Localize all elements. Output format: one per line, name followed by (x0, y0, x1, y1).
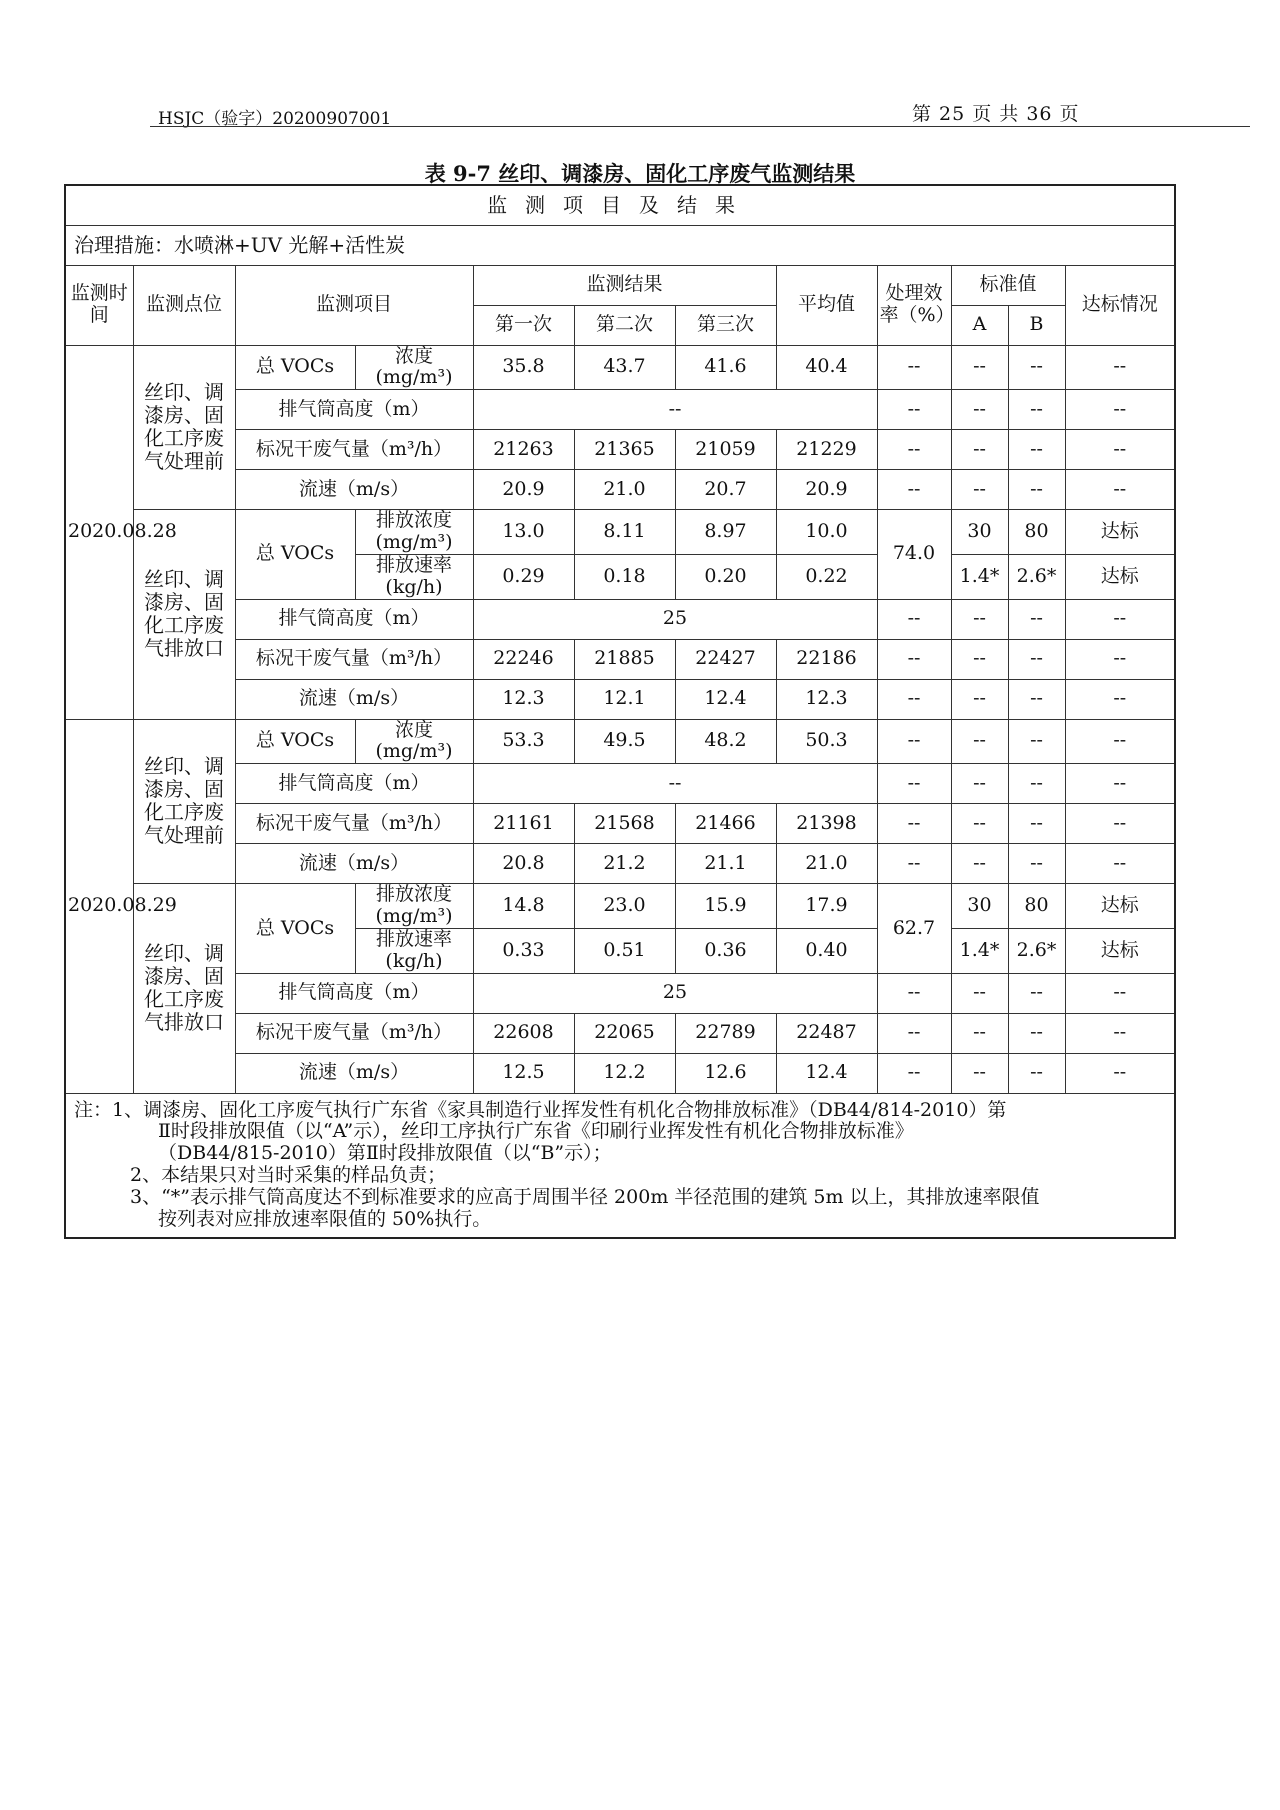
value-cell: 25 (473, 973, 877, 1013)
value-cell: -- (1008, 804, 1065, 844)
value-cell: 12.1 (574, 679, 675, 719)
value-cell: 2.6* (1008, 928, 1065, 973)
value-cell: -- (877, 599, 951, 639)
value-cell: -- (1008, 430, 1065, 470)
value-cell: 达标 (1065, 554, 1175, 599)
value-cell: -- (877, 430, 951, 470)
efficiency-cell: 62.7 (877, 884, 951, 973)
table-title: 表 9-7 丝印、调漆房、固化工序废气监测结果 (424, 161, 856, 186)
value-cell: 达标 (1065, 928, 1175, 973)
table-row (65, 719, 1175, 764)
value-cell: 8.11 (574, 510, 675, 555)
item-label: 总 VOCs (235, 510, 355, 599)
item-sublabel: 浓度(mg/m³) (355, 719, 473, 764)
treatment-measure: 治理措施：水喷淋+UV 光解+活性炭 (65, 225, 1175, 265)
value-cell: -- (1065, 844, 1175, 884)
header-first: 第一次 (473, 305, 574, 345)
value-cell: 12.2 (574, 1053, 675, 1093)
value-cell: -- (951, 719, 1008, 764)
value-cell: 0.22 (776, 554, 877, 599)
value-cell: 8.97 (675, 510, 776, 555)
value-cell: 50.3 (776, 719, 877, 764)
item-sublabel: 排放浓度(mg/m³) (355, 510, 473, 555)
item-label: 总 VOCs (235, 345, 355, 390)
value-cell: 20.9 (776, 470, 877, 510)
item-label: 流速（m/s） (235, 844, 473, 884)
item-label: 总 VOCs (235, 884, 355, 973)
value-cell: 21885 (574, 639, 675, 679)
value-cell: 21059 (675, 430, 776, 470)
value-cell: -- (1008, 844, 1065, 884)
value-cell: 12.5 (473, 1053, 574, 1093)
value-cell: 0.40 (776, 928, 877, 973)
note-line: （DB44/815-2010）第Ⅱ时段排放限值（以“B”示）； (158, 1142, 612, 1165)
note-line: 按列表对应排放速率限值的 50%执行。 (158, 1207, 492, 1230)
value-cell: -- (1065, 430, 1175, 470)
table-row (65, 345, 1175, 390)
value-cell: -- (1065, 390, 1175, 430)
value-cell: 达标 (1065, 510, 1175, 555)
header-rule (150, 126, 1250, 127)
note-line: 注：1、调漆房、固化工序废气执行广东省《家具制造行业挥发性有机化合物排放标准》（DB44/814-2010）第 (74, 1098, 1007, 1121)
value-cell: 0.18 (574, 554, 675, 599)
value-cell: 30 (951, 884, 1008, 929)
value-cell: 13.0 (473, 510, 574, 555)
item-sublabel: 排放速率(kg/h) (355, 554, 473, 599)
value-cell: 22186 (776, 639, 877, 679)
value-cell: 0.36 (675, 928, 776, 973)
item-label: 流速（m/s） (235, 1053, 473, 1093)
value-cell: -- (1065, 764, 1175, 804)
value-cell: -- (1065, 1013, 1175, 1053)
value-cell: 20.8 (473, 844, 574, 884)
value-cell: -- (1065, 345, 1175, 390)
value-cell: -- (951, 430, 1008, 470)
value-cell: -- (1065, 804, 1175, 844)
item-label: 排气筒高度（m） (235, 764, 473, 804)
value-cell: 21568 (574, 804, 675, 844)
value-cell: -- (951, 1013, 1008, 1053)
value-cell: 10.0 (776, 510, 877, 555)
header-std-a: A (951, 305, 1008, 345)
value-cell: -- (877, 844, 951, 884)
value-cell: -- (1008, 764, 1065, 804)
value-cell: 22065 (574, 1013, 675, 1053)
value-cell: -- (1008, 390, 1065, 430)
note-line: Ⅱ时段排放限值（以“A”示），丝印工序执行广东省《印刷行业挥发性有机化合物排放标准》 (158, 1120, 914, 1143)
value-cell: -- (951, 804, 1008, 844)
value-cell: -- (877, 639, 951, 679)
header-second: 第二次 (574, 305, 675, 345)
notes-cell (65, 1093, 1175, 1238)
value-cell: -- (1065, 1053, 1175, 1093)
value-cell: -- (951, 345, 1008, 390)
value-cell: -- (951, 639, 1008, 679)
value-cell: -- (877, 973, 951, 1013)
value-cell: -- (877, 345, 951, 390)
location-cell: 丝印、调漆房、固化工序废气处理前 (133, 719, 235, 884)
value-cell: 23.0 (574, 884, 675, 929)
results-table (64, 184, 1176, 1239)
value-cell: 20.9 (473, 470, 574, 510)
value-cell: 12.3 (473, 679, 574, 719)
value-cell: 20.7 (675, 470, 776, 510)
value-cell: -- (877, 1013, 951, 1053)
value-cell: -- (1065, 599, 1175, 639)
value-cell: -- (877, 764, 951, 804)
value-cell: -- (877, 390, 951, 430)
value-cell: 43.7 (574, 345, 675, 390)
item-label: 流速（m/s） (235, 470, 473, 510)
value-cell: 41.6 (675, 345, 776, 390)
item-label: 流速（m/s） (235, 679, 473, 719)
value-cell: -- (951, 470, 1008, 510)
item-label: 标况干废气量（m³/h） (235, 639, 473, 679)
value-cell: 35.8 (473, 345, 574, 390)
value-cell: 22789 (675, 1013, 776, 1053)
date-cell: 2020.08.28 (65, 345, 133, 719)
value-cell: 80 (1008, 510, 1065, 555)
doc-code: HSJC（验字）20200907001 (158, 109, 392, 129)
location-cell: 丝印、调漆房、固化工序废气排放口 (133, 884, 235, 1093)
header-std-b: B (1008, 305, 1065, 345)
item-label: 标况干废气量（m³/h） (235, 804, 473, 844)
value-cell: 12.4 (675, 679, 776, 719)
value-cell: -- (473, 764, 877, 804)
value-cell: 0.20 (675, 554, 776, 599)
value-cell: 21263 (473, 430, 574, 470)
value-cell: 22427 (675, 639, 776, 679)
value-cell: 1.4* (951, 554, 1008, 599)
value-cell: 30 (951, 510, 1008, 555)
value-cell: 21.2 (574, 844, 675, 884)
value-cell: -- (1008, 1013, 1065, 1053)
value-cell: -- (1008, 973, 1065, 1013)
value-cell: -- (1065, 719, 1175, 764)
value-cell: 12.3 (776, 679, 877, 719)
note-line: 2、本结果只对当时采集的样品负责； (130, 1164, 447, 1187)
item-label: 标况干废气量（m³/h） (235, 430, 473, 470)
value-cell: 21.1 (675, 844, 776, 884)
value-cell: -- (1008, 345, 1065, 390)
value-cell: 0.51 (574, 928, 675, 973)
value-cell: 40.4 (776, 345, 877, 390)
value-cell: 21161 (473, 804, 574, 844)
value-cell: 80 (1008, 884, 1065, 929)
value-cell: 21398 (776, 804, 877, 844)
value-cell: -- (1008, 719, 1065, 764)
value-cell: -- (1008, 470, 1065, 510)
item-label: 标况干废气量（m³/h） (235, 1013, 473, 1053)
value-cell: 1.4* (951, 928, 1008, 973)
value-cell: -- (1008, 599, 1065, 639)
value-cell: 15.9 (675, 884, 776, 929)
header-point: 监测点位 (133, 265, 235, 345)
value-cell: -- (951, 844, 1008, 884)
value-cell: 21.0 (776, 844, 877, 884)
value-cell: -- (951, 390, 1008, 430)
value-cell: -- (951, 764, 1008, 804)
value-cell: 12.6 (675, 1053, 776, 1093)
page-info: 第 25 页 共 36 页 (912, 103, 1080, 125)
value-cell: 17.9 (776, 884, 877, 929)
header-eff: 处理效率（%） (877, 265, 951, 345)
value-cell: 14.8 (473, 884, 574, 929)
value-cell: 22246 (473, 639, 574, 679)
value-cell: -- (877, 470, 951, 510)
value-cell: 49.5 (574, 719, 675, 764)
value-cell: -- (1008, 679, 1065, 719)
value-cell: -- (951, 679, 1008, 719)
header-results: 监测结果 (473, 265, 776, 305)
date-cell: 2020.08.29 (65, 719, 133, 1093)
value-cell: -- (473, 390, 877, 430)
header-time: 监测时间 (65, 265, 133, 345)
item-sublabel: 浓度(mg/m³) (355, 345, 473, 390)
value-cell: -- (1008, 639, 1065, 679)
item-label: 排气筒高度（m） (235, 390, 473, 430)
header-std: 标准值 (951, 265, 1065, 305)
value-cell: 21466 (675, 804, 776, 844)
value-cell: 达标 (1065, 884, 1175, 929)
value-cell: -- (877, 1053, 951, 1093)
value-cell: 21365 (574, 430, 675, 470)
value-cell: -- (951, 599, 1008, 639)
location-cell: 丝印、调漆房、固化工序废气排放口 (133, 510, 235, 719)
value-cell: 0.33 (473, 928, 574, 973)
item-sublabel: 排放浓度(mg/m³) (355, 884, 473, 929)
table-row (65, 510, 1175, 555)
value-cell: -- (877, 804, 951, 844)
note-line: 3、“*”表示排气筒高度达不到标准要求的应高于周围半径 200m 半径范围的建筑 5m 以上，其排放速率限值 (130, 1186, 1040, 1208)
item-sublabel: 排放速率(kg/h) (355, 928, 473, 973)
value-cell: -- (877, 719, 951, 764)
value-cell: -- (951, 1053, 1008, 1093)
header-third: 第三次 (675, 305, 776, 345)
value-cell: -- (877, 679, 951, 719)
value-cell: -- (1008, 1053, 1065, 1093)
value-cell: 22608 (473, 1013, 574, 1053)
item-label: 排气筒高度（m） (235, 599, 473, 639)
value-cell: -- (1065, 470, 1175, 510)
header-avg: 平均值 (776, 265, 877, 345)
efficiency-cell: 74.0 (877, 510, 951, 599)
value-cell: -- (951, 973, 1008, 1013)
value-cell: -- (1065, 973, 1175, 1013)
location-cell: 丝印、调漆房、固化工序废气处理前 (133, 345, 235, 510)
value-cell: 25 (473, 599, 877, 639)
item-label: 排气筒高度（m） (235, 973, 473, 1013)
value-cell: -- (1065, 679, 1175, 719)
value-cell: 53.3 (473, 719, 574, 764)
value-cell: 21.0 (574, 470, 675, 510)
table-banner: 监测项目及结果 (65, 185, 1175, 225)
value-cell: 21229 (776, 430, 877, 470)
value-cell: 0.29 (473, 554, 574, 599)
header-ok: 达标情况 (1065, 265, 1175, 345)
item-label: 总 VOCs (235, 719, 355, 764)
value-cell: 22487 (776, 1013, 877, 1053)
value-cell: 48.2 (675, 719, 776, 764)
table-row (65, 884, 1175, 929)
value-cell: 2.6* (1008, 554, 1065, 599)
header-item: 监测项目 (235, 265, 473, 345)
value-cell: -- (1065, 639, 1175, 679)
value-cell: 12.4 (776, 1053, 877, 1093)
